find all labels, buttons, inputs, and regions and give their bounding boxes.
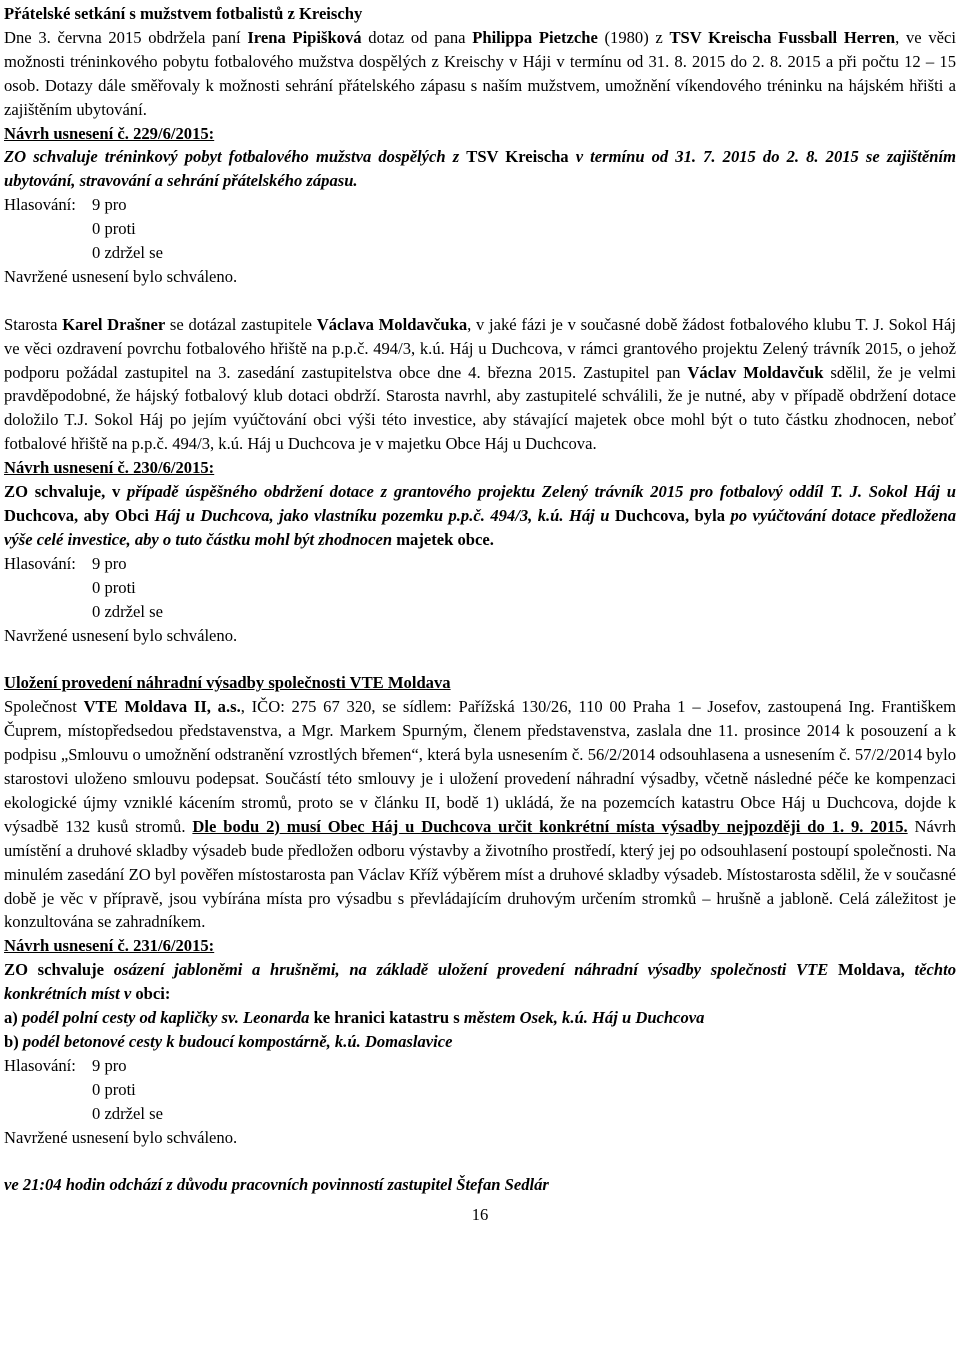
person-name: Václava Moldavčuka	[316, 314, 468, 334]
club-name: TSV Kreischa Fussball Herren	[669, 27, 896, 47]
vote-pro-line	[4, 552, 956, 576]
text: ZO schvaluje	[4, 960, 114, 980]
text: podél polní cesty od kapličky sv. Leonarda	[21, 1008, 310, 1028]
vote-label: Hlasování:	[4, 1055, 76, 1075]
text: sdělil, že je velmi pravděpodobné, že hájský fotbalový klub dotaci obdrží. Starosta navrhl, aby zastupitelé schválili, že je nutné, aby v případě obdržení dotace doložilo T.J. Sokol Háj po jejím vyúčtování obci výši této investice, aby stávající majetek obce mohl být o tuto částku zhodnocen, neboť fotbalové hřiště na p.p.č. 494/3, k.ú. Háj u Duchcova je v majetku Obce Háj u Duchcova.	[4, 362, 956, 454]
vote-label: Hlasování:	[4, 553, 76, 573]
resolution-text	[4, 480, 956, 552]
vote-pro: 9 pro	[92, 1055, 127, 1075]
text: osázení jabloněmi a hrušněmi, na základě uložení provedení náhradní výsadby společnosti VTE	[113, 960, 829, 980]
departure-note: ve 21:04 hodin odchází z důvodu pracovních povinností zastupitel Štefan Sedlár	[4, 1175, 549, 1195]
text: v termínu od 31. 7. 2015 do 2. 8. 2015 se zajištěním ubytování, stravování a sehrání přátelského zápasu.	[4, 147, 956, 191]
list-marker: b)	[4, 1031, 23, 1051]
text: podél betonové cesty k budoucí kompostárně, k.ú. Domaslavice	[22, 1031, 453, 1051]
text: městem Osek, k.ú. Háj u Duchcova	[463, 1008, 705, 1028]
vote-pro: 9 pro	[92, 195, 127, 215]
resolution-text	[4, 145, 956, 193]
vote-proti: 0 proti	[92, 219, 136, 239]
text: Duchcova, byla	[609, 506, 731, 526]
spacer	[4, 1149, 956, 1173]
text: Dotazy dále směřovaly k možnosti sehrání přátelského zápasu s naším mužstvem, umožnění víkendového tréninku na hájském hřišti a zajištěním ubytování.	[4, 75, 956, 119]
text: těchto konkrétních míst v	[4, 960, 956, 1004]
resolution-label: Návrh usnesení č. 230/6/2015:	[4, 458, 215, 478]
paragraph-vte-moldava	[4, 695, 956, 934]
company-name: VTE Moldava II, a.s.	[83, 697, 241, 717]
text: dotaz od pana	[361, 27, 473, 47]
vote-zdrzel: 0 zdržel se	[92, 1103, 163, 1123]
planting-location-b	[4, 1030, 956, 1054]
text: Společnost	[4, 697, 84, 717]
vote-pro: 9 pro	[92, 553, 127, 573]
text: ZO schvaluje, v	[4, 482, 127, 502]
person-name: Václav Moldavčuk	[687, 362, 824, 382]
resolution-approved: Navržené usnesení bylo schváleno.	[4, 1127, 238, 1147]
text: TSV Kreischa	[466, 147, 569, 167]
list-marker: a)	[4, 1008, 22, 1028]
vote-label: Hlasování:	[4, 195, 76, 215]
person-name: Philippa Pietzche	[472, 27, 598, 47]
text: , IČO: 275 67 320, se sídlem: Pařížská 130/26, 110 00 Praha 1 – Josefov, zastoupená Ing. Františkem Čuprem, místopředsedou představenstva, a Mgr. Markem Spurným, členem představenstva, zaslala dne 11. prosince 2014 k posouzení a k podpisu „Smlouvu o umožnění odstranění vzrostlých břemen“, která byla usnesením č. 56/2/2014 odsouhlasena a usnesením č. 57/2/2014 bylo starostovi uloženo smlouvu podepsat. Součástí této smlouvy je i uložení provedení náhradní výsadby, včetně následné péče ke kompenzaci ekologické újmy vzniklé kácením stromů, proto se v článku II, bodě 1) ukládá, že na pozemcích katastru Obce Háj u Duchcova, dojde k výsadbě 132 kusů stromů.	[4, 697, 956, 836]
text: obci:	[131, 984, 171, 1004]
section-title-replacement-planting: Uložení provedení náhradní výsadby společnosti VTE Moldava	[4, 673, 451, 693]
resolution-approved: Navržené usnesení bylo schváleno.	[4, 266, 238, 286]
resolution-label: Návrh usnesení č. 229/6/2015:	[4, 123, 215, 143]
vote-pro-line	[4, 193, 956, 217]
text: Moldava,	[828, 960, 915, 980]
text: Starosta	[4, 314, 63, 334]
vote-proti: 0 proti	[92, 1079, 136, 1099]
text: , v jaké fázi je v současné době žádost fotbalového klubu T. J. Sokol Háj ve věci ozdravení povrchu fotbalového hřiště na p.p.č. 494/3, k.ú. Háj u Duchcova, v rámci grantového projektu Zelený trávník 2015, o jehož podporu požádal zastupitel na 3. zasedání zastupitelstva obce dne 4. března 2015. Zastupitel pan	[4, 314, 957, 382]
text: Háj u Duchcova, jako vlastníku pozemku p.p.č. 494/3, k.ú. Háj u	[154, 506, 610, 526]
planting-location-a	[4, 1006, 956, 1030]
vote-pro-line	[4, 1054, 956, 1078]
resolution-text	[4, 958, 956, 1006]
paragraph-grant-project	[4, 313, 956, 456]
section-title-friendly-match: Přátelské setkání s mužstvem fotbalistů z Kreischy	[4, 4, 363, 23]
person-name: Irena Pipišková	[247, 27, 362, 47]
vote-zdrzel: 0 zdržel se	[92, 243, 163, 263]
text: případě úspěšného obdržení dotace z grantového projektu Zelený trávník 2015 pro fotbalový oddíl T. J. Sokol Háj u	[126, 482, 956, 502]
vote-zdrzel: 0 zdržel se	[92, 601, 163, 621]
paragraph-training-request	[4, 26, 956, 122]
spacer	[4, 647, 956, 671]
text: ke hranici katastru s	[309, 1008, 464, 1028]
text: Dne 3. června 2015 obdržela paní	[4, 27, 248, 47]
text: se dotázal zastupitele	[165, 314, 317, 334]
person-name: Karel Drašner	[62, 314, 166, 334]
text: ZO schvaluje tréninkový pobyt fotbalového mužstva dospělých z	[4, 147, 467, 167]
text: Návrh umístění a druhové skladby výsadeb bude předložen odboru výstavby a životního prostředí, který jej po odsouhlasení postoupí společnosti. Na minulém zasedání ZO byl pověřen místostarosta pan Václav Kříž výběrem míst a druhové skladby výsadeb. Místostarosta sdělil, že v současné době je věc v přípravě, jsou vybírána místa pro výsadbu s převládajícím druhovým určením stromků – hrušně a jabloně. Celá záležitost je konzultována se zahradníkem.	[4, 816, 957, 932]
text: (1980) z	[597, 27, 670, 47]
page-number: 16	[471, 1205, 489, 1225]
resolution-approved: Navržené usnesení bylo schváleno.	[4, 625, 238, 645]
resolution-label: Návrh usnesení č. 231/6/2015:	[4, 936, 215, 956]
text: , ve věci možnosti tréninkového pobytu fotbalového mužstva dospělých z Kreischy v Háji v termínu od 31. 8. 2015 do 2. 8. 2015 a při počtu 12 – 15 osob.	[4, 27, 956, 95]
text: majetek obce.	[392, 529, 494, 549]
text: Duchcova, aby Obci	[4, 506, 155, 526]
deadline-emphasis: Dle bodu 2) musí Obec Háj u Duchcova určit konkrétní místa výsadby nejpozději do 1. 9. 2015.	[192, 816, 908, 836]
text: po vyúčtování dotace předložena výše celé investice, aby o tuto částku mohl být zhodnocen	[4, 506, 956, 549]
vote-proti: 0 proti	[92, 577, 136, 597]
spacer	[4, 289, 956, 313]
